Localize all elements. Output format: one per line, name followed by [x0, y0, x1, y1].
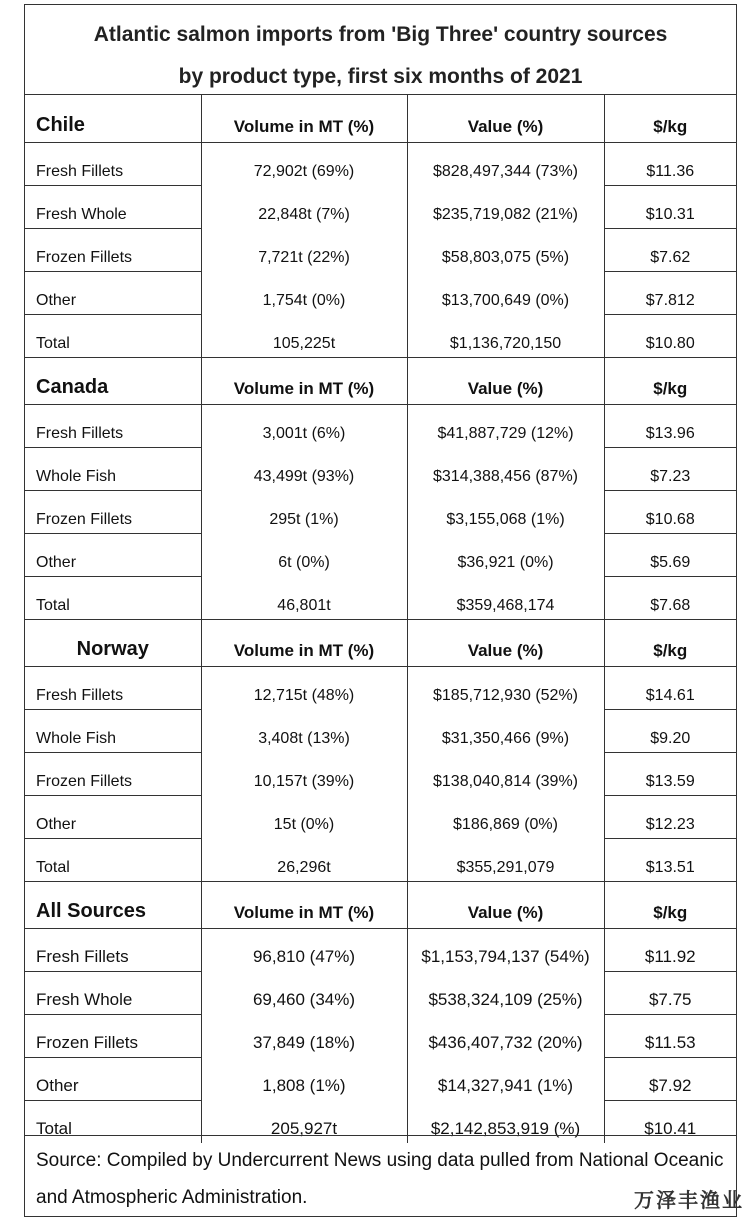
table-row: [25, 447, 736, 490]
volume-header: Volume in MT (%): [201, 357, 407, 404]
table-row: [25, 228, 736, 271]
perkg-cell: $7.92: [604, 1057, 736, 1100]
value-cell: $538,324,109 (25%): [407, 971, 604, 1014]
product-type-cell: Other: [25, 533, 201, 576]
value-cell: $41,887,729 (12%): [407, 404, 604, 447]
value-cell: $314,388,456 (87%): [407, 447, 604, 490]
product-type-cell: Fresh Fillets: [25, 666, 201, 709]
perkg-cell: $7.812: [604, 271, 736, 314]
perkg-cell: $7.68: [604, 576, 736, 619]
perkg-cell: $14.61: [604, 666, 736, 709]
section-header: [25, 95, 736, 142]
table-row: [25, 314, 736, 357]
perkg-header: $/kg: [604, 619, 736, 666]
product-type-cell: Fresh Fillets: [25, 142, 201, 185]
volume-cell: 15t (0%): [201, 795, 407, 838]
product-type-cell: Total: [25, 838, 201, 881]
country-name: All Sources: [25, 881, 201, 928]
perkg-cell: $10.68: [604, 490, 736, 533]
table-row: [25, 271, 736, 314]
product-type-cell: Other: [25, 795, 201, 838]
watermark-logo: 万泽丰渔业: [634, 1188, 744, 1212]
volume-cell: 22,848t (7%): [201, 185, 407, 228]
product-type-cell: Fresh Whole: [25, 971, 201, 1014]
volume-cell: 105,225t: [201, 314, 407, 357]
product-type-cell: Whole Fish: [25, 709, 201, 752]
table-title: [25, 5, 736, 95]
volume-cell: 3,408t (13%): [201, 709, 407, 752]
perkg-header: $/kg: [604, 95, 736, 142]
table-row: [25, 795, 736, 838]
country-name: Chile: [25, 95, 201, 142]
perkg-header: $/kg: [604, 357, 736, 404]
product-type-cell: Fresh Fillets: [25, 404, 201, 447]
volume-cell: 6t (0%): [201, 533, 407, 576]
table-row: [25, 404, 736, 447]
volume-cell: 1,808 (1%): [201, 1057, 407, 1100]
volume-cell: 12,715t (48%): [201, 666, 407, 709]
volume-header: Volume in MT (%): [201, 619, 407, 666]
value-cell: $3,155,068 (1%): [407, 490, 604, 533]
table-row: [25, 576, 736, 619]
section-header: [25, 619, 736, 666]
country-name: Canada: [25, 357, 201, 404]
table-row: [25, 185, 736, 228]
value-cell: $58,803,075 (5%): [407, 228, 604, 271]
volume-header: Volume in MT (%): [201, 881, 407, 928]
perkg-cell: $7.23: [604, 447, 736, 490]
imports-table: [25, 95, 736, 1143]
perkg-cell: $11.36: [604, 142, 736, 185]
perkg-cell: $11.92: [604, 928, 736, 971]
title-line-2: by product type, first six months of 2021: [178, 65, 583, 88]
perkg-cell: $7.75: [604, 971, 736, 1014]
value-cell: $2,142,853,919 (%): [407, 1100, 604, 1143]
value-cell: $359,468,174: [407, 576, 604, 619]
value-cell: $186,869 (0%): [407, 795, 604, 838]
value-header: Value (%): [407, 357, 604, 404]
perkg-cell: $13.96: [604, 404, 736, 447]
table-row: [25, 971, 736, 1014]
value-cell: $138,040,814 (39%): [407, 752, 604, 795]
perkg-cell: $10.80: [604, 314, 736, 357]
section-header: [25, 881, 736, 928]
country-name: Norway: [25, 619, 201, 666]
table-row: [25, 838, 736, 881]
product-type-cell: Frozen Fillets: [25, 1014, 201, 1057]
value-header: Value (%): [407, 619, 604, 666]
volume-cell: 10,157t (39%): [201, 752, 407, 795]
value-cell: $1,153,794,137 (54%): [407, 928, 604, 971]
volume-cell: 205,927t: [201, 1100, 407, 1143]
product-type-cell: Whole Fish: [25, 447, 201, 490]
perkg-cell: $10.41: [604, 1100, 736, 1143]
perkg-cell: $10.31: [604, 185, 736, 228]
product-type-cell: Fresh Fillets: [25, 928, 201, 971]
volume-cell: 7,721t (22%): [201, 228, 407, 271]
volume-cell: 72,902t (69%): [201, 142, 407, 185]
volume-cell: 1,754t (0%): [201, 271, 407, 314]
table-row: [25, 1057, 736, 1100]
table-row: [25, 1014, 736, 1057]
product-type-cell: Total: [25, 576, 201, 619]
value-cell: $235,719,082 (21%): [407, 185, 604, 228]
value-cell: $436,407,732 (20%): [407, 1014, 604, 1057]
value-cell: $31,350,466 (9%): [407, 709, 604, 752]
table-row: [25, 142, 736, 185]
volume-cell: 3,001t (6%): [201, 404, 407, 447]
product-type-cell: Total: [36, 1119, 72, 1138]
product-type-cell: Fresh Whole: [25, 185, 201, 228]
title-line-1: Atlantic salmon imports from 'Big Three' country sources: [93, 23, 668, 46]
perkg-cell: $5.69: [604, 533, 736, 576]
volume-cell: 43,499t (93%): [201, 447, 407, 490]
product-type-cell: Frozen Fillets: [25, 752, 201, 795]
product-type-cell: Frozen Fillets: [25, 228, 201, 271]
value-cell: $13,700,649 (0%): [407, 271, 604, 314]
perkg-cell: $12.23: [604, 795, 736, 838]
perkg-cell: $7.62: [604, 228, 736, 271]
perkg-cell: $9.20: [604, 709, 736, 752]
table-row: [25, 709, 736, 752]
value-header: Value (%): [407, 881, 604, 928]
table-row: [25, 666, 736, 709]
value-cell: $36,921 (0%): [407, 533, 604, 576]
perkg-header: $/kg: [604, 881, 736, 928]
product-type-cell: Other: [25, 271, 201, 314]
product-type-cell: Total: [25, 314, 201, 357]
table-frame: [24, 4, 737, 1217]
volume-cell: 37,849 (18%): [201, 1014, 407, 1057]
volume-cell: 46,801t: [201, 576, 407, 619]
perkg-cell: $13.59: [604, 752, 736, 795]
section-header: [25, 357, 736, 404]
value-header: Value (%): [407, 95, 604, 142]
value-cell: $828,497,344 (73%): [407, 142, 604, 185]
volume-cell: 295t (1%): [201, 490, 407, 533]
value-cell: $14,327,941 (1%): [407, 1057, 604, 1100]
value-cell: $355,291,079: [407, 838, 604, 881]
table-row: [25, 490, 736, 533]
source-note: Source: Compiled by Undercurrent News using data pulled from National Oceanic and Atmospheric Administration.: [25, 1135, 736, 1218]
value-cell: $1,136,720,150: [407, 314, 604, 357]
volume-cell: 96,810 (47%): [201, 928, 407, 971]
volume-cell: 69,460 (34%): [201, 971, 407, 1014]
table-row: [25, 752, 736, 795]
volume-cell: 26,296t: [201, 838, 407, 881]
perkg-cell: $11.53: [604, 1014, 736, 1057]
perkg-cell: $13.51: [604, 838, 736, 881]
product-type-cell: Frozen Fillets: [25, 490, 201, 533]
table-row: [25, 928, 736, 971]
value-cell: $185,712,930 (52%): [407, 666, 604, 709]
table-row: [25, 533, 736, 576]
product-type-cell: Other: [25, 1057, 201, 1100]
volume-header: Volume in MT (%): [201, 95, 407, 142]
